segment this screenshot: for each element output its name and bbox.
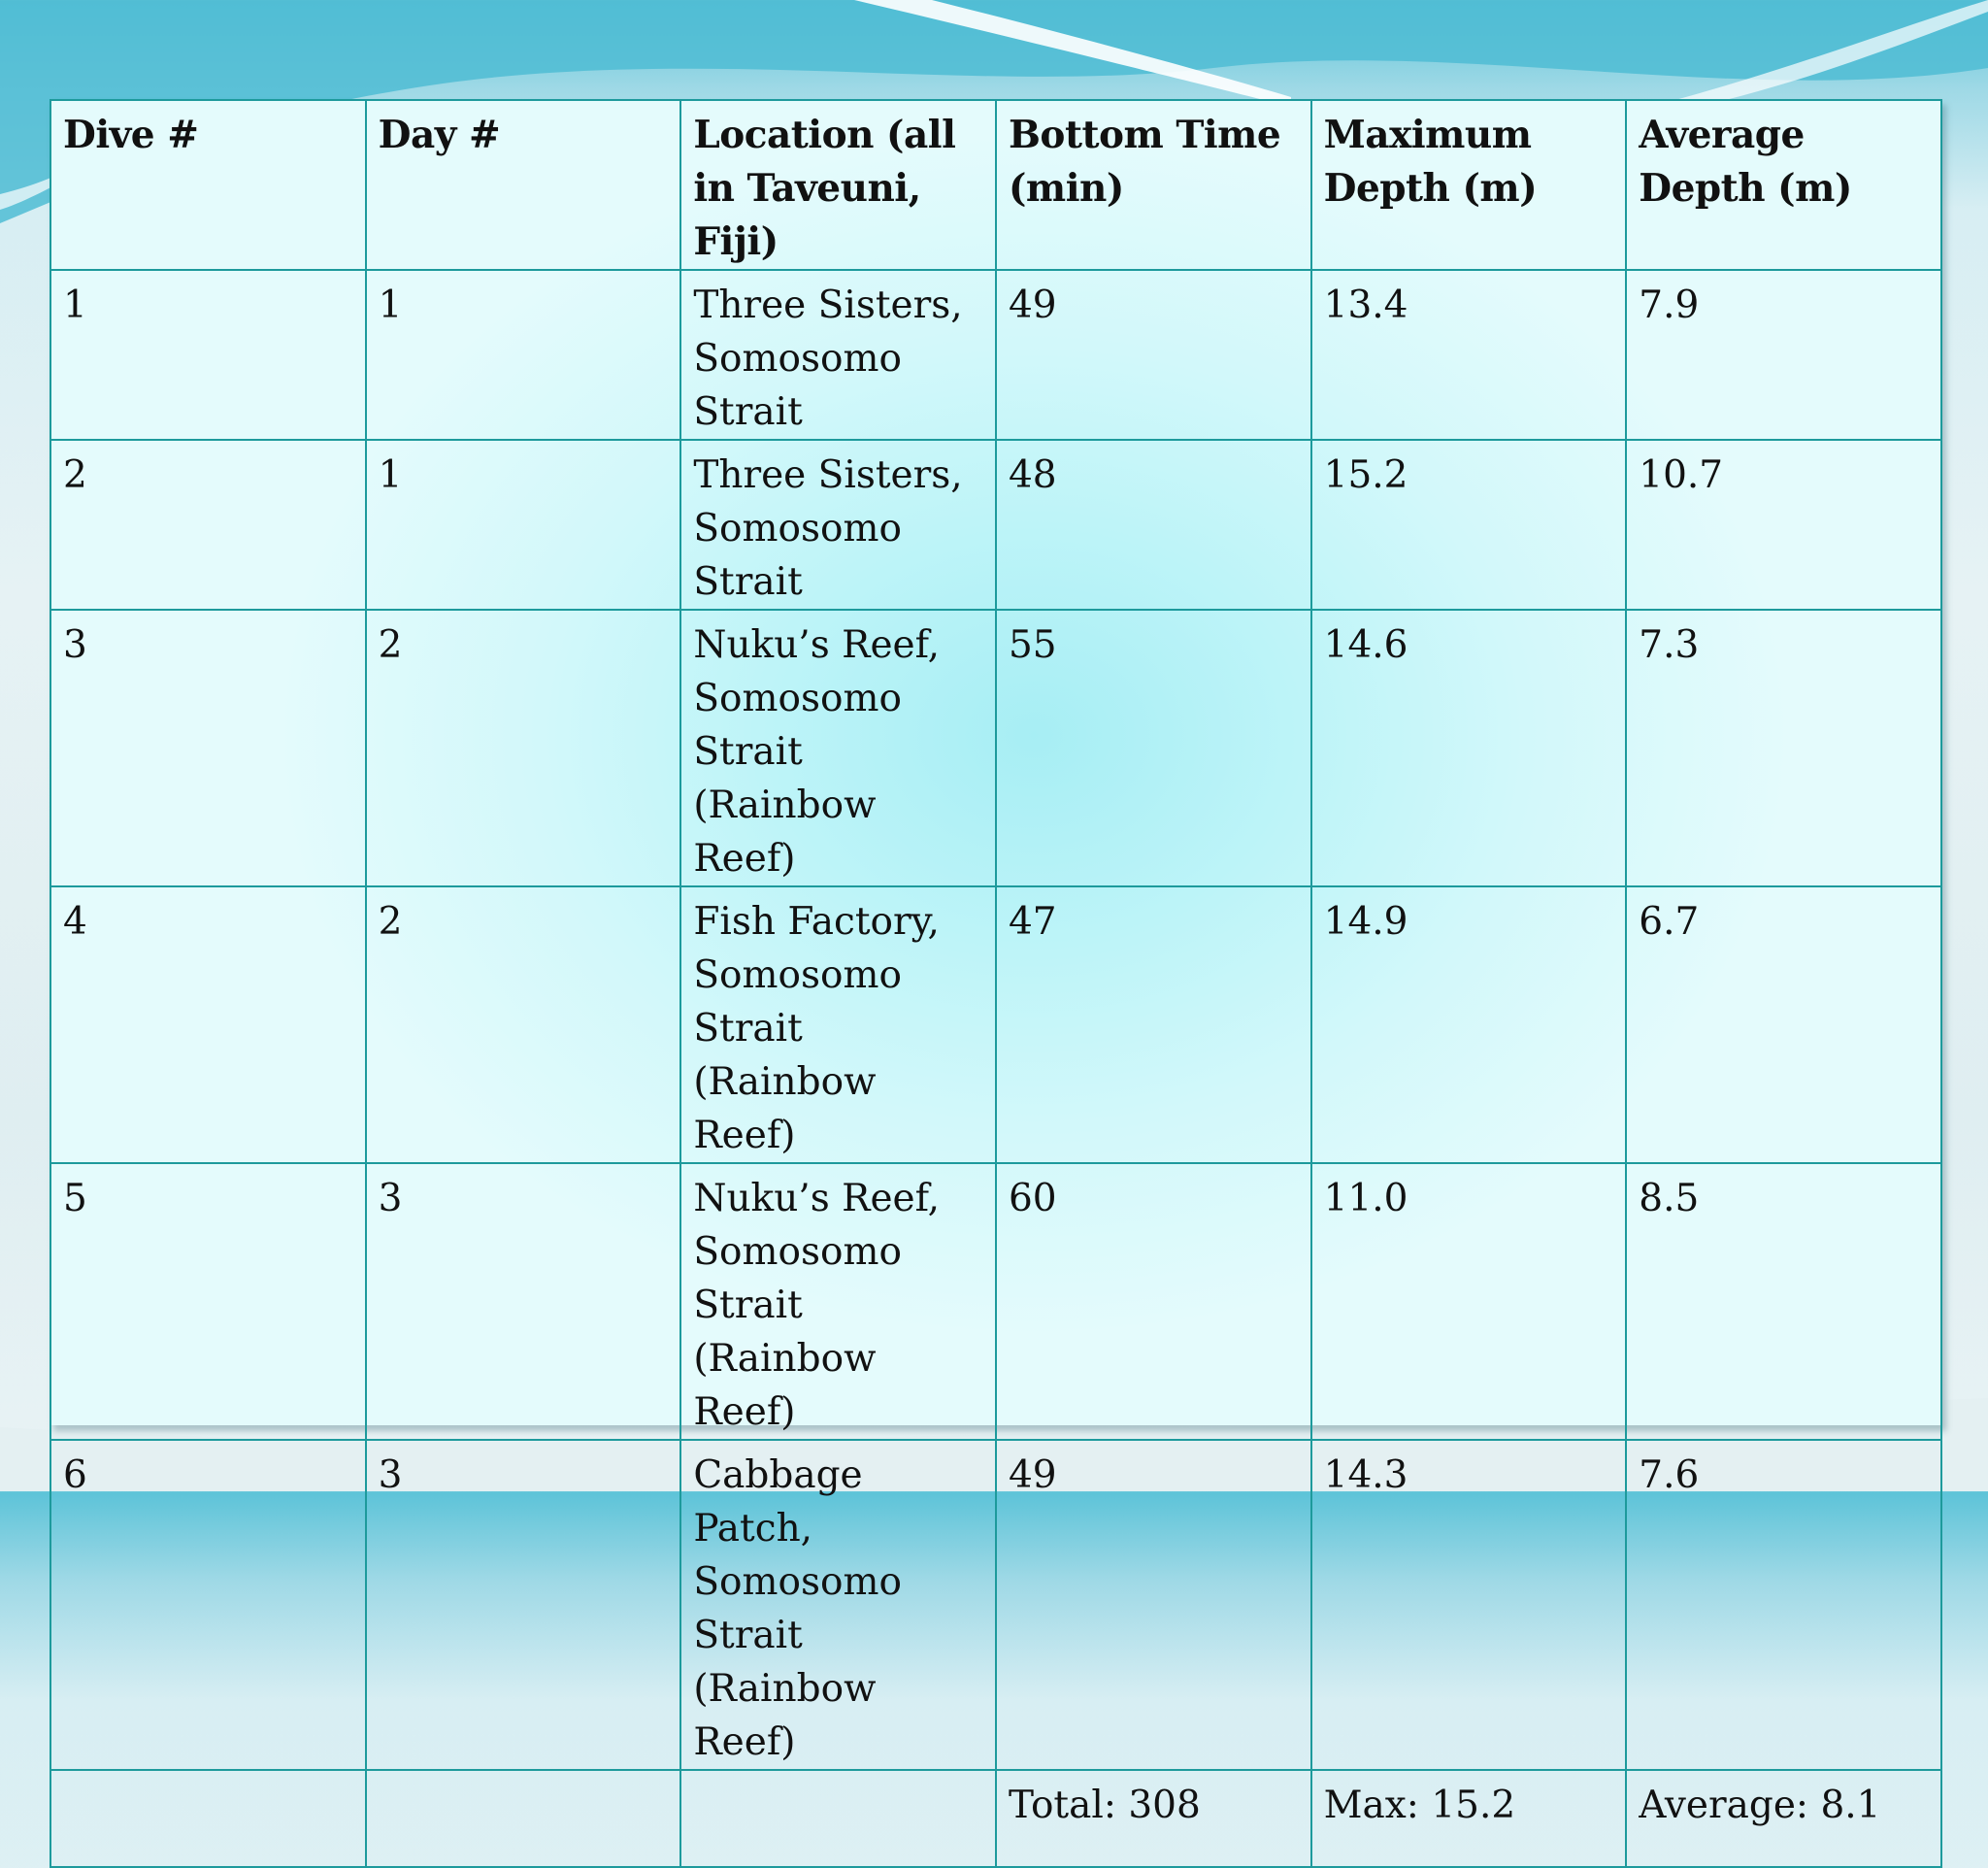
cell-dive-number: 2	[50, 440, 366, 610]
cell-location: Cabbage Patch, Somosomo Strait (Rainbow Reef)	[680, 1440, 996, 1770]
cell-average-depth: 7.3	[1626, 610, 1941, 886]
summary-average-depth: Average: 8.1	[1626, 1770, 1941, 1867]
cell-average-depth: 7.6	[1626, 1440, 1941, 1770]
cell-dive-number: 3	[50, 610, 366, 886]
table-summary-row	[50, 1770, 1941, 1867]
header-average-depth: Average Depth (m)	[1626, 100, 1941, 270]
cell-maximum-depth: 14.9	[1311, 886, 1627, 1163]
table-row	[50, 270, 1941, 440]
table-row	[50, 886, 1941, 1163]
cell-day-number: 2	[366, 886, 681, 1163]
header-day-number: Day #	[366, 100, 681, 270]
header-dive-number: Dive #	[50, 100, 366, 270]
dive-log-table-container	[50, 99, 1942, 1827]
cell-bottom-time: 47	[996, 886, 1311, 1163]
cell-average-depth: 7.9	[1626, 270, 1941, 440]
cell-day-number: 1	[366, 270, 681, 440]
table-row	[50, 1163, 1941, 1440]
summary-cell-empty	[366, 1770, 681, 1867]
cell-maximum-depth: 11.0	[1311, 1163, 1627, 1440]
cell-average-depth: 6.7	[1626, 886, 1941, 1163]
summary-cell-empty	[680, 1770, 996, 1867]
header-location: Location (all in Taveuni, Fiji)	[680, 100, 996, 270]
header-maximum-depth: Maximum Depth (m)	[1311, 100, 1627, 270]
cell-dive-number: 1	[50, 270, 366, 440]
cell-dive-number: 4	[50, 886, 366, 1163]
cell-maximum-depth: 14.6	[1311, 610, 1627, 886]
cell-bottom-time: 55	[996, 610, 1311, 886]
cell-location: Nuku’s Reef, Somosomo Strait (Rainbow Reef)	[680, 610, 996, 886]
summary-cell-empty	[50, 1770, 366, 1867]
cell-bottom-time: 48	[996, 440, 1311, 610]
cell-location: Fish Factory, Somosomo Strait (Rainbow Reef)	[680, 886, 996, 1163]
cell-bottom-time: 49	[996, 1440, 1311, 1770]
cell-location: Three Sisters, Somosomo Strait	[680, 270, 996, 440]
cell-dive-number: 5	[50, 1163, 366, 1440]
cell-location: Three Sisters, Somosomo Strait	[680, 440, 996, 610]
cell-location: Nuku’s Reef, Somosomo Strait (Rainbow Reef)	[680, 1163, 996, 1440]
cell-maximum-depth: 15.2	[1311, 440, 1627, 610]
table-row	[50, 1440, 1941, 1770]
header-bottom-time: Bottom Time (min)	[996, 100, 1311, 270]
cell-day-number: 1	[366, 440, 681, 610]
cell-bottom-time: 49	[996, 270, 1311, 440]
cell-bottom-time: 60	[996, 1163, 1311, 1440]
cell-average-depth: 8.5	[1626, 1163, 1941, 1440]
table-row	[50, 440, 1941, 610]
cell-day-number: 2	[366, 610, 681, 886]
dive-log-table	[50, 99, 1942, 1868]
cell-maximum-depth: 14.3	[1311, 1440, 1627, 1770]
cell-day-number: 3	[366, 1440, 681, 1770]
summary-max-depth: Max: 15.2	[1311, 1770, 1627, 1867]
cell-day-number: 3	[366, 1163, 681, 1440]
cell-maximum-depth: 13.4	[1311, 270, 1627, 440]
cell-average-depth: 10.7	[1626, 440, 1941, 610]
table-header-row	[50, 100, 1941, 270]
cell-dive-number: 6	[50, 1440, 366, 1770]
summary-total-bottom-time: Total: 308	[996, 1770, 1311, 1867]
table-row	[50, 610, 1941, 886]
